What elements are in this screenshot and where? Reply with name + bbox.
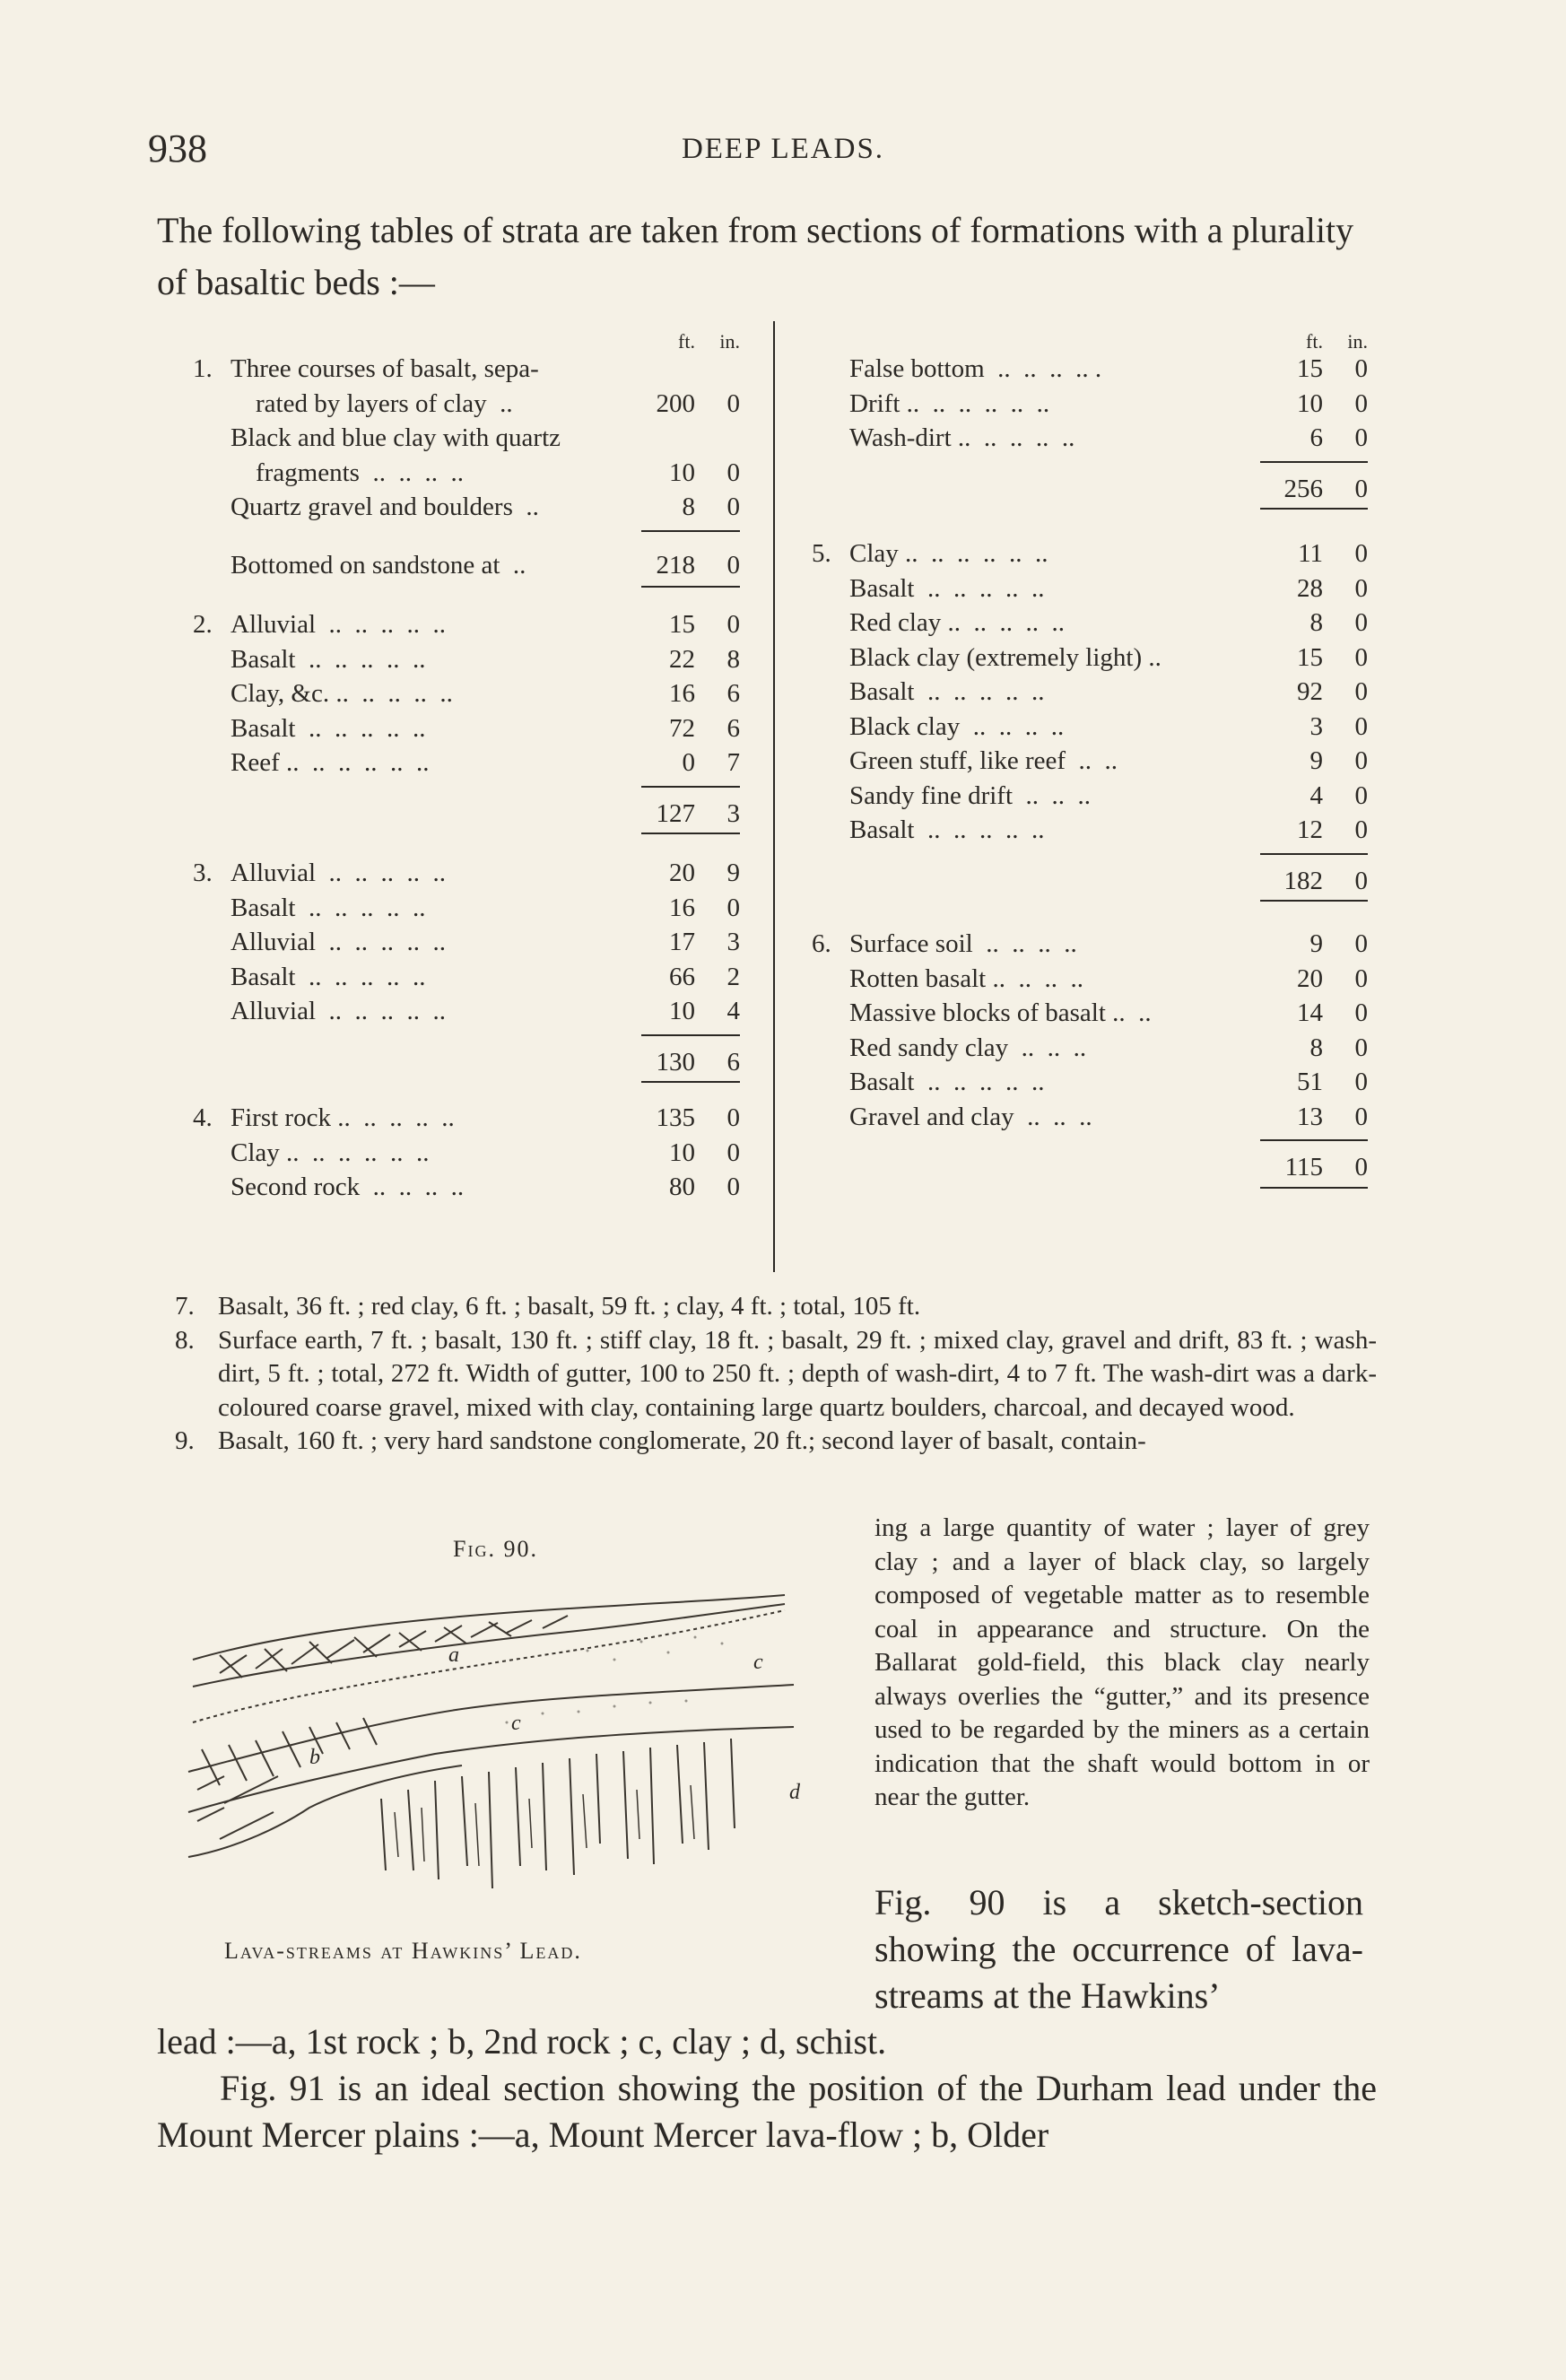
total-in: 0 [1354,474,1368,503]
strata-table-5 [812,536,1368,902]
row-label: Three courses of basalt, sepa- [231,354,539,383]
row-label: Alluvial .. .. .. .. .. [231,859,447,887]
sum-rule [641,530,740,532]
section-number: 9. [175,1426,195,1455]
row-ft: 10 [669,997,695,1025]
row-label: Basalt .. .. .. .. .. [231,713,426,743]
table-row [812,387,1368,422]
section-9 [175,1425,1377,1459]
table-row [812,996,1368,1031]
page-number: 938 [148,126,207,170]
row-label: Clay, &c. .. .. .. .. .. [231,679,453,708]
total-ft: 127 [656,798,695,828]
ft-header: ft. [678,330,695,353]
row-label: Rotten basalt .. .. .. .. [849,963,1083,993]
row-ft: 15 [669,610,695,639]
numbered-sections [175,1290,1377,1459]
running-title: DEEP LEADS. [681,133,885,165]
units-header [193,325,740,352]
row-in: 0 [726,610,740,639]
table-number: 3. [193,859,213,887]
table-row [193,891,740,926]
row-ft: 10 [1297,388,1323,418]
total-in: 6 [726,1047,740,1077]
table-row [193,1170,740,1205]
table-row [193,711,740,746]
row-in: 0 [1354,1102,1368,1131]
strata-table-6 [812,927,1368,1189]
row-in: 0 [726,1138,740,1167]
row-in: 0 [726,893,740,922]
row-ft: 14 [1297,998,1323,1027]
total-row [193,1045,740,1080]
figure-letter-b: b [309,1746,320,1769]
total-row [193,797,740,832]
row-ft: 10 [669,458,695,487]
row-label: Alluvial .. .. .. .. .. [231,997,447,1025]
row-ft: 15 [1297,354,1323,383]
row-ft: 20 [669,859,695,887]
row-label: Basalt .. .. .. .. .. [849,1068,1045,1096]
row-in: 0 [1354,677,1368,706]
figure-letter-d: d [789,1781,800,1804]
strata-table-cont [812,352,1368,510]
table-row [812,962,1368,997]
row-ft: 15 [1297,642,1323,672]
row-in: 0 [1354,998,1368,1027]
section-text: Surface earth, 7 ft. ; basalt, 130 ft. ; stiff clay, 18 ft. ; basalt, 29 ft. ; mixed clay, gravel and drift, 83 ft. ; wash-dirt, 5 ft. ; total, 272 ft. Width of gutter, 100 to 250 ft. ; depth of wash-dirt, 4 to 7 ft. The wash-dirt was a dark-coloured coarse gravel, mixed with clay, containing large quartz boulders, charcoal, and decayed wood. [218,1325,1377,1422]
total-row [812,864,1368,899]
table-row [812,927,1368,962]
table-row [193,642,740,677]
row-ft: 11 [1298,539,1323,568]
row-ft: 72 [669,713,695,743]
row-label: Reef .. .. .. .. .. .. [231,748,430,777]
sum-rule [641,786,740,788]
row-label: Basalt .. .. .. .. .. [849,815,1045,844]
strata-table-1 [193,352,740,588]
row-label: Basalt .. .. .. .. .. [849,573,1045,603]
row-ft: 16 [669,679,695,708]
row-label: rated by layers of clay .. [256,388,513,418]
row-label: Alluvial .. .. .. .. .. [231,928,447,956]
row-label: Surface soil .. .. .. .. [849,929,1077,958]
total-rule [641,586,740,588]
row-ft: 8 [1309,1033,1323,1062]
row-ft: 6 [1309,423,1323,452]
section-9-continuation: ing a large quantity of water ; layer of grey clay ; and a layer of black clay, so largely composed of vegetable matter as to resemble coal in appearance and structure. On the Ballarat gold-field, this black clay nearly always overlies the “gutter,” and its presence used to be regarded by the miners as a certain indication that the shaft would bottom in or near the gutter. [874,1513,1370,1811]
total-rule [641,1081,740,1083]
total-in: 3 [726,798,740,828]
table-row [193,856,740,891]
closing-paragraph-1-wrap: Fig. 90 is a sketch-section showing the occurrence of lava-streams at the Hawkins’ [874,1882,1363,2016]
row-ft: 3 [1309,711,1323,741]
figure-label: Fig. 90. [453,1536,538,1562]
table-row [193,607,740,642]
row-label: Green stuff, like reef .. .. [849,746,1118,775]
row-label: Black and blue clay with quartz [231,423,561,452]
table-row [812,352,1368,387]
table-row [812,813,1368,848]
sum-rule [641,1034,740,1036]
in-header: in. [1347,330,1368,353]
total-row [812,472,1368,507]
total-rule [1260,900,1368,902]
row-label: Drift .. .. .. .. .. .. [849,388,1050,418]
right-strata-column [812,325,1368,1189]
row-in: 7 [726,748,740,777]
row-label: Basalt .. .. .. .. .. [231,644,426,674]
table-number: 1. [193,354,213,383]
row-in: 0 [1354,929,1368,958]
row-in: 2 [726,962,740,991]
row-ft: 10 [669,1138,695,1167]
section-number: 7. [175,1292,195,1321]
figure-letter-a: a [448,1643,459,1667]
total-in: 0 [726,550,740,580]
total-rule [1260,508,1368,510]
row-label: Second rock .. .. .. .. [231,1173,465,1201]
row-ft: 12 [1297,815,1323,844]
table-row [193,387,740,422]
total-ft: 218 [656,550,695,580]
row-in: 0 [1354,780,1368,810]
table-row [193,456,740,491]
row-label: fragments .. .. .. .. [256,458,464,487]
section-number: 8. [175,1325,195,1355]
figure-letter-c-upper: c [753,1651,763,1674]
row-label: Clay .. .. .. .. .. .. [231,1138,430,1167]
sum-rule [1260,461,1368,463]
row-in: 0 [1354,423,1368,452]
row-in: 4 [726,997,740,1025]
in-header: in. [719,330,740,353]
table-number: 2. [193,610,213,639]
table-row [812,1100,1368,1135]
row-label: Basalt .. .. .. .. .. [231,962,426,991]
row-label: Quartz gravel and boulders .. [231,493,539,521]
strata-table-3 [193,856,740,1083]
row-label: Sandy fine drift .. .. .. [849,780,1092,810]
table-row [812,1031,1368,1066]
total-in: 0 [1354,866,1368,895]
row-label: Basalt .. .. .. .. .. [231,893,426,922]
row-in: 0 [1354,1033,1368,1062]
strata-table-4 [193,1101,740,1205]
row-ft: 17 [669,928,695,956]
row-in: 0 [1354,711,1368,741]
row-in: 0 [1354,354,1368,383]
table-row [812,779,1368,814]
ft-header: ft. [1306,330,1323,353]
table-row [193,1101,740,1136]
row-ft: 66 [669,962,695,991]
row-ft: 13 [1297,1102,1323,1131]
row-in: 0 [1354,1068,1368,1096]
table-row [812,536,1368,571]
row-in: 6 [726,679,740,708]
row-label: Clay .. .. .. .. .. .. [849,539,1048,568]
row-in: 0 [1354,746,1368,775]
total-ft: 256 [1283,474,1323,503]
row-in: 0 [1354,963,1368,993]
closing-paragraph-2: Fig. 91 is an ideal section showing the position of the Durham lead under the Mount Mercer plains :—a, Mount Mercer lava-flow ; b, Older [157,2068,1377,2155]
row-in: 0 [1354,388,1368,418]
table-row [812,744,1368,779]
table-row [193,421,740,456]
left-strata-column [193,325,740,1205]
figure-letter-c-lower: c [511,1712,521,1735]
section-7 [175,1290,1377,1324]
total-rule [1260,1187,1368,1189]
total-rule [641,833,740,834]
closing-paragraph-1-end: lead :—a, 1st rock ; b, 2nd rock ; c, clay ; d, schist. [157,2021,887,2062]
row-ft: 20 [1297,963,1323,993]
total-label: Bottomed on sandstone at .. [231,550,526,580]
row-ft: 8 [1309,608,1323,637]
section-text: Basalt, 36 ft. ; red clay, 6 ft. ; basalt, 59 ft. ; clay, 4 ft. ; total, 105 ft. [218,1292,921,1321]
row-label: First rock .. .. .. .. .. [231,1103,455,1132]
table-row [812,421,1368,456]
row-in: 0 [1354,608,1368,637]
row-label: Black clay .. .. .. .. [849,711,1065,741]
table-row [812,606,1368,641]
row-ft: 28 [1297,573,1323,603]
row-in: 0 [1354,573,1368,603]
total-ft: 115 [1284,1153,1323,1181]
row-label: Wash-dirt .. .. .. .. .. [849,423,1075,452]
table-row [812,641,1368,676]
table-row [193,745,740,780]
table-row [193,960,740,995]
row-label: Black clay (extremely light) .. [849,642,1161,672]
row-ft: 9 [1309,929,1323,958]
row-ft: 92 [1297,677,1323,706]
table-row [193,676,740,711]
table-row [812,1065,1368,1100]
row-label: Massive blocks of basalt .. .. [849,998,1152,1027]
row-label: Red clay .. .. .. .. .. [849,608,1066,637]
row-in: 0 [1354,539,1368,568]
row-in: 0 [726,1103,740,1132]
row-ft: 200 [656,388,695,418]
section-text: Basalt, 160 ft. ; very hard sandstone conglomerate, 20 ft.; second layer of basalt, contain- [218,1426,1146,1455]
total-row [193,548,740,583]
row-ft: 80 [669,1173,695,1201]
row-label: Basalt .. .. .. .. .. [849,677,1045,706]
row-in: 0 [1354,815,1368,844]
units-header [812,325,1368,352]
row-in: 0 [726,1173,740,1201]
total-ft: 130 [656,1047,695,1077]
row-ft: 8 [682,493,695,521]
row-ft: 135 [656,1103,695,1132]
table-row [193,925,740,960]
row-ft: 16 [669,893,695,922]
row-label: False bottom .. .. .. .. . [849,354,1102,383]
row-in: 0 [726,458,740,487]
row-label: Gravel and clay .. .. .. [849,1102,1092,1131]
row-in: 9 [726,859,740,887]
table-row [812,571,1368,606]
row-in: 0 [1354,642,1368,672]
column-divider [773,321,775,1272]
total-ft: 182 [1283,866,1323,895]
table-number: 4. [193,1103,213,1132]
total-in: 0 [1354,1153,1368,1181]
row-in: 3 [726,928,740,956]
table-row [193,1136,740,1171]
strata-table-2 [193,607,740,834]
table-row [193,352,740,387]
sum-rule [1260,1139,1368,1141]
row-ft: 0 [682,748,695,777]
table-row [193,994,740,1029]
row-in: 6 [726,713,740,743]
section-8 [175,1324,1377,1425]
sum-rule [1260,853,1368,855]
row-ft: 4 [1309,780,1323,810]
row-in: 0 [726,493,740,521]
row-label: Alluvial .. .. .. .. .. [231,610,447,639]
row-in: 0 [726,388,740,418]
row-label: Red sandy clay .. .. .. [849,1033,1087,1062]
total-row [812,1150,1368,1185]
row-ft: 51 [1297,1068,1323,1096]
table-row [812,710,1368,745]
figure-90-illustration [166,1588,830,1920]
intro-paragraph: The following tables of strata are taken from sections of formations with a plurality of basaltic beds :— [157,210,1354,302]
table-number: 6. [812,929,831,958]
table-row [812,675,1368,710]
row-ft: 22 [669,644,695,674]
row-ft: 9 [1309,746,1323,775]
figure-caption: Lava-streams at Hawkins’ Lead. [224,1938,582,1964]
row-in: 8 [726,644,740,674]
table-row [193,490,740,525]
table-number: 5. [812,539,831,568]
